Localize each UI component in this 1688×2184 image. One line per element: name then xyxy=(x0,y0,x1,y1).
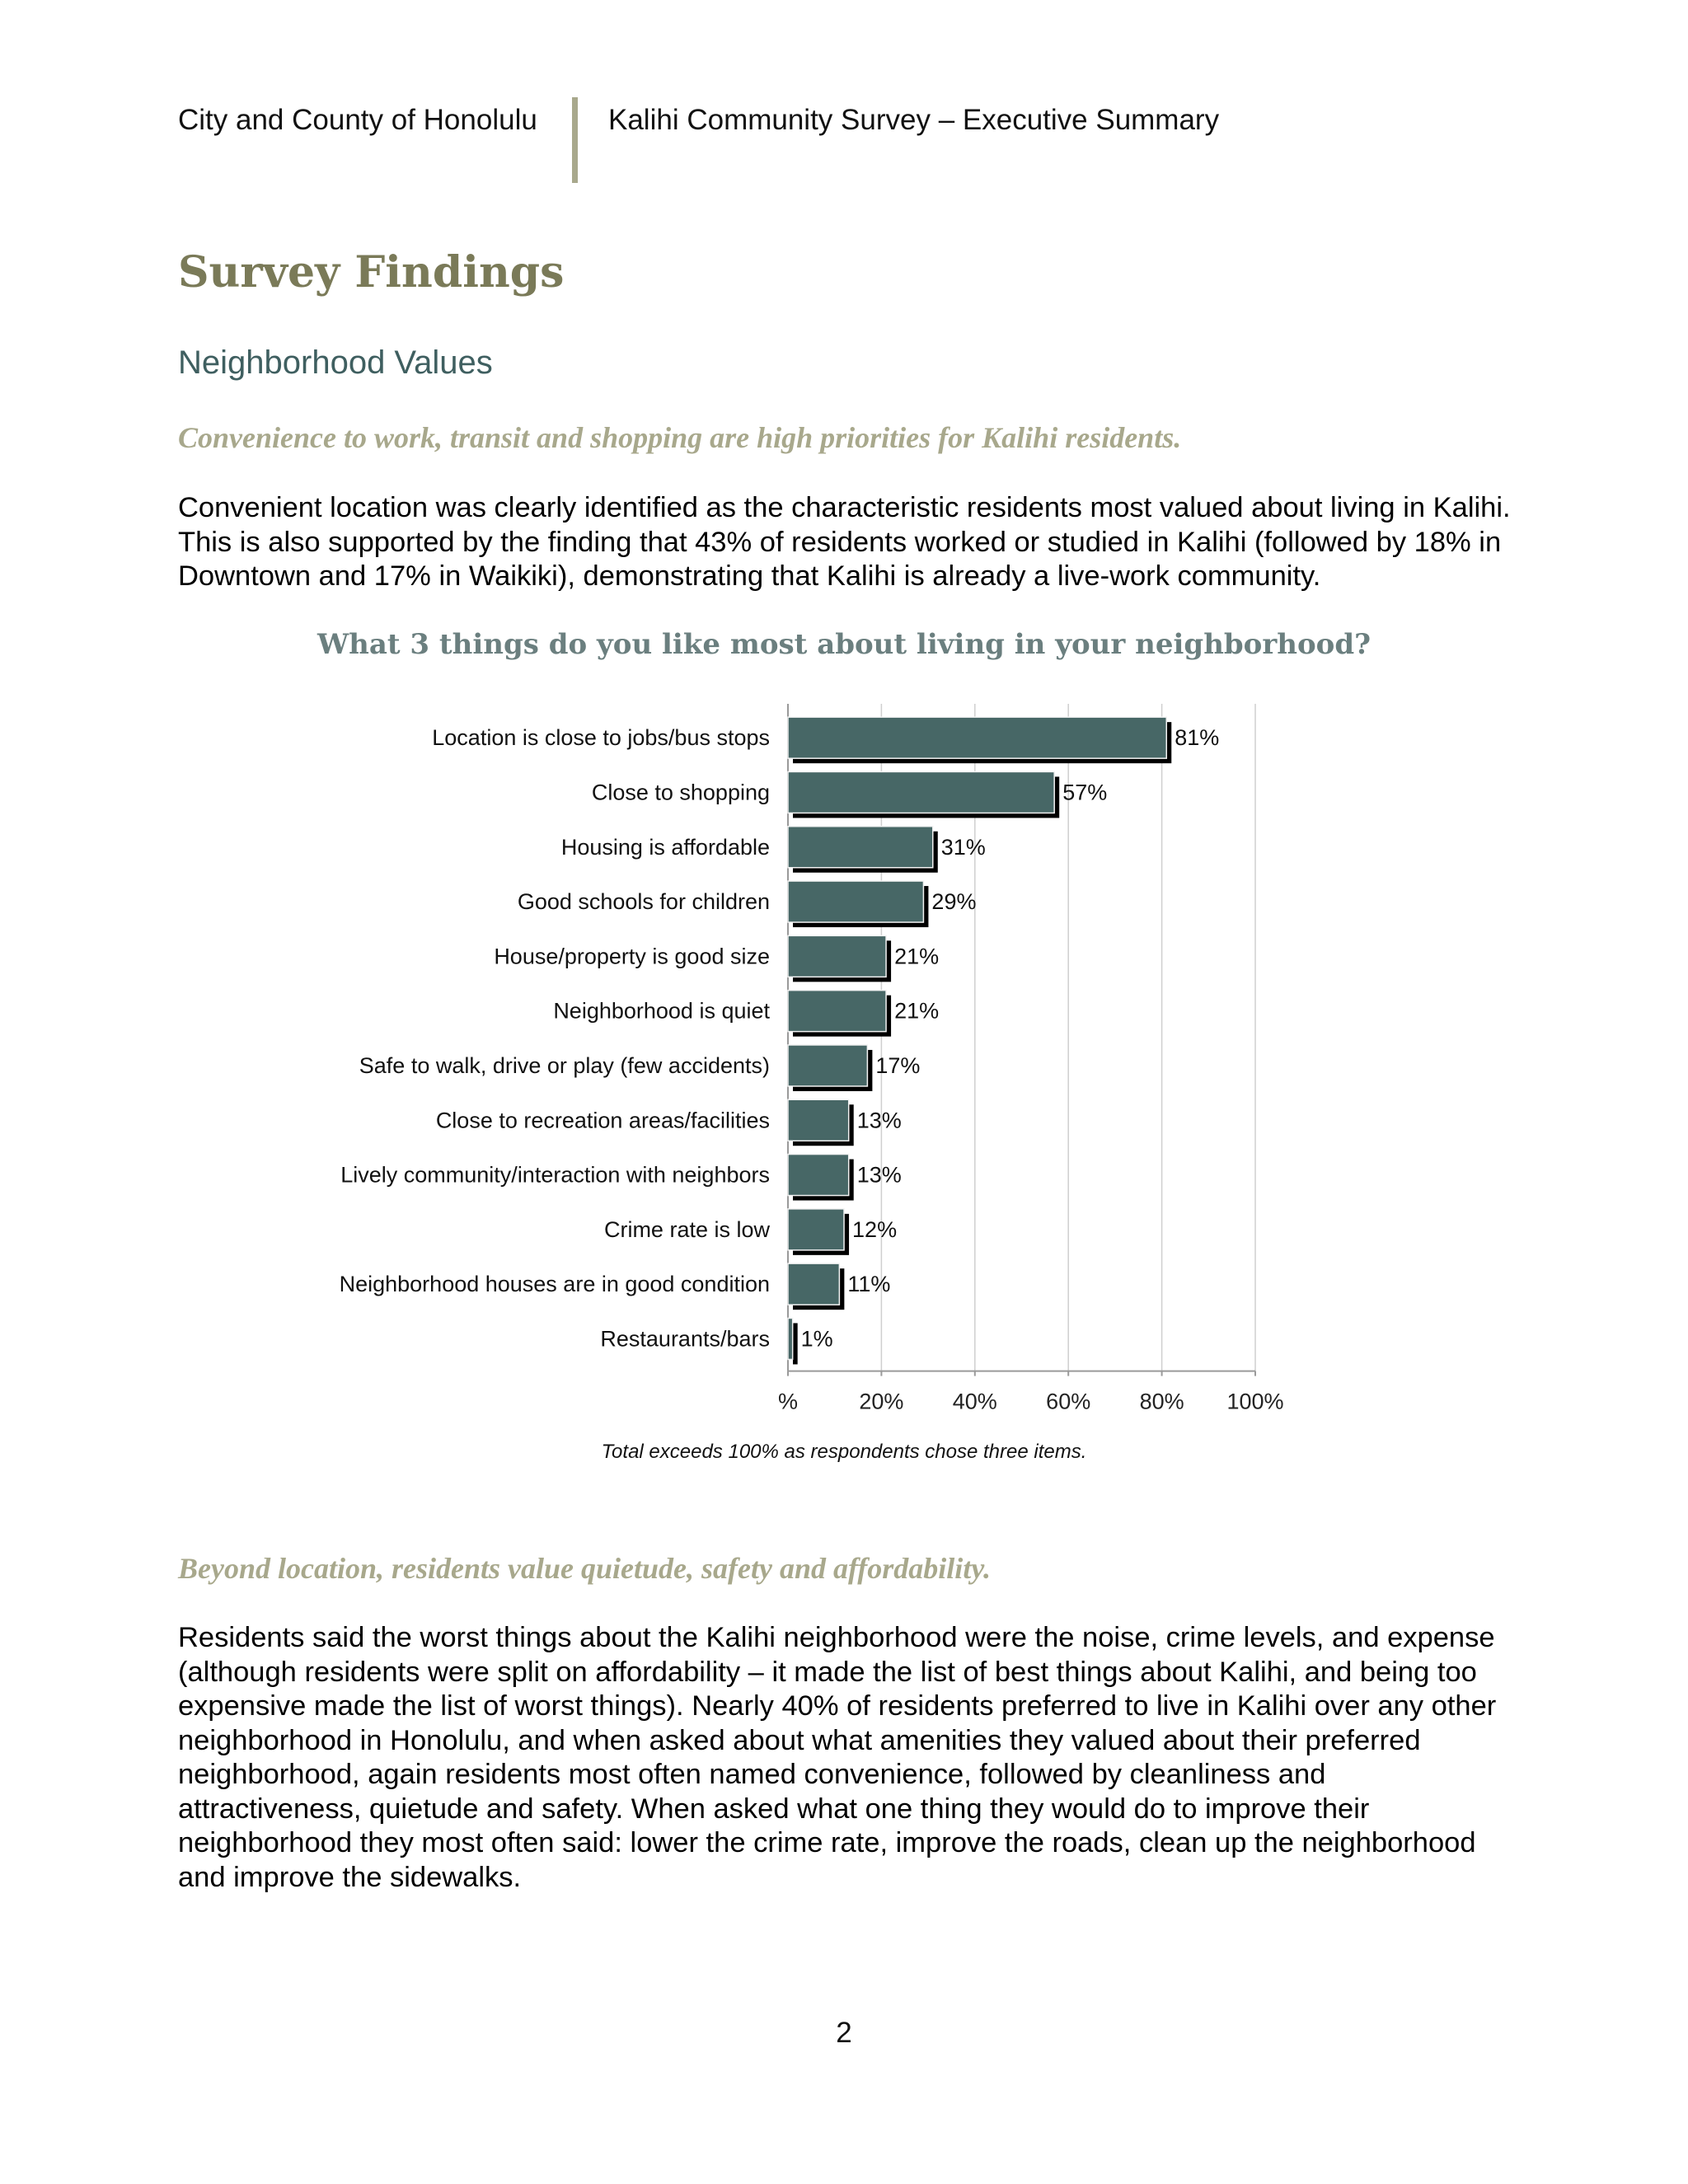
header-document-title: Kalihi Community Survey – Executive Summary xyxy=(608,104,1220,136)
bar xyxy=(788,935,886,977)
bar xyxy=(788,881,923,922)
category-label: Location is close to jobs/bus stops xyxy=(432,725,770,751)
data-label: 12% xyxy=(852,1216,898,1242)
category-label: Safe to walk, drive or play (few accidents) xyxy=(359,1052,770,1078)
category-label: Housing is affordable xyxy=(560,834,770,860)
category-label: Restaurants/bars xyxy=(600,1326,770,1352)
bar xyxy=(788,1209,844,1250)
x-tick-label: 80% xyxy=(1139,1389,1184,1414)
data-label: 13% xyxy=(856,1108,902,1133)
category-label: Lively community/interaction with neighbors xyxy=(340,1162,770,1188)
bar-shadow xyxy=(793,1323,798,1364)
bar xyxy=(788,1099,849,1141)
bar xyxy=(788,1263,839,1305)
category-label: Neighborhood houses are in good condition xyxy=(339,1272,770,1297)
section-title: Survey Findings xyxy=(178,247,565,298)
lead-convenience: Convenience to work, transit and shopping are high priorities for Kalihi residents. xyxy=(178,421,1182,454)
bar xyxy=(788,1318,793,1359)
chart-title: What 3 things do you like most about living in your neighborhood? xyxy=(316,628,1372,661)
category-label: House/property is good size xyxy=(494,944,770,969)
x-tick-label: 20% xyxy=(859,1389,904,1414)
data-label: 57% xyxy=(1062,780,1108,805)
data-label: 11% xyxy=(847,1272,891,1297)
bar xyxy=(788,1045,867,1086)
x-tick-label: 100% xyxy=(1226,1389,1284,1414)
paragraph-worst-things: Residents said the worst things about the Kalihi neighborhood were the noise, crime levels, and expense (although residents were split on affordability – it made the list of best things about Kalihi, and being too expensive made the list of worst things). Nearly 40% of residents preferred to live in Kalihi over any other neighborhood in Honolulu, and when asked about what amenities they valued about their preferred neighborhood, again residents most often named convenience, followed by cleanliness and attractiveness, quietude and safety. When asked what one thing they would do to improve their neighborhood they most often said: lower the crime rate, improve the roads, clean up the neighborhood and improve the sidewalks. xyxy=(178,1622,1497,1893)
bar xyxy=(788,771,1054,813)
data-label: 17% xyxy=(875,1052,921,1078)
paragraph-location: Convenient location was clearly identified as the characteristic residents most valued about living in Kalihi. This is also supported by the finding that 43% of residents worked or studied in Kalihi (followed by 18% in Downtown and 17% in Waikiki), demonstrating that Kalihi is already a live-work community. xyxy=(178,492,1511,592)
category-label: Close to shopping xyxy=(591,780,770,805)
header-divider xyxy=(572,97,578,183)
data-label: 1% xyxy=(800,1326,833,1352)
data-label: 81% xyxy=(1175,725,1220,751)
x-tick-label: 60% xyxy=(1046,1389,1091,1414)
bar xyxy=(788,827,933,868)
bar xyxy=(788,991,886,1032)
bar xyxy=(788,1155,849,1196)
category-label: Good schools for children xyxy=(517,889,770,915)
data-label: 13% xyxy=(856,1162,902,1188)
bar-chart xyxy=(0,692,1688,1434)
subsection-title: Neighborhood Values xyxy=(178,344,493,381)
data-label: 29% xyxy=(931,889,977,915)
category-label: Neighborhood is quiet xyxy=(553,998,770,1024)
category-label: Close to recreation areas/facilities xyxy=(435,1108,770,1133)
chart-note: Total exceeds 100% as respondents chose three items. xyxy=(601,1441,1087,1463)
data-label: 21% xyxy=(894,944,940,969)
x-tick-label: 40% xyxy=(952,1389,997,1414)
data-label: 21% xyxy=(894,998,940,1024)
header-organization: City and County of Honolulu xyxy=(178,104,537,136)
bar xyxy=(788,717,1166,758)
lead-quietude: Beyond location, residents value quietude, safety and affordability. xyxy=(178,1552,991,1585)
category-label: Crime rate is low xyxy=(603,1216,770,1242)
page-number: 2 xyxy=(836,2017,852,2049)
x-tick-label: % xyxy=(777,1389,799,1414)
data-label: 31% xyxy=(940,834,986,860)
